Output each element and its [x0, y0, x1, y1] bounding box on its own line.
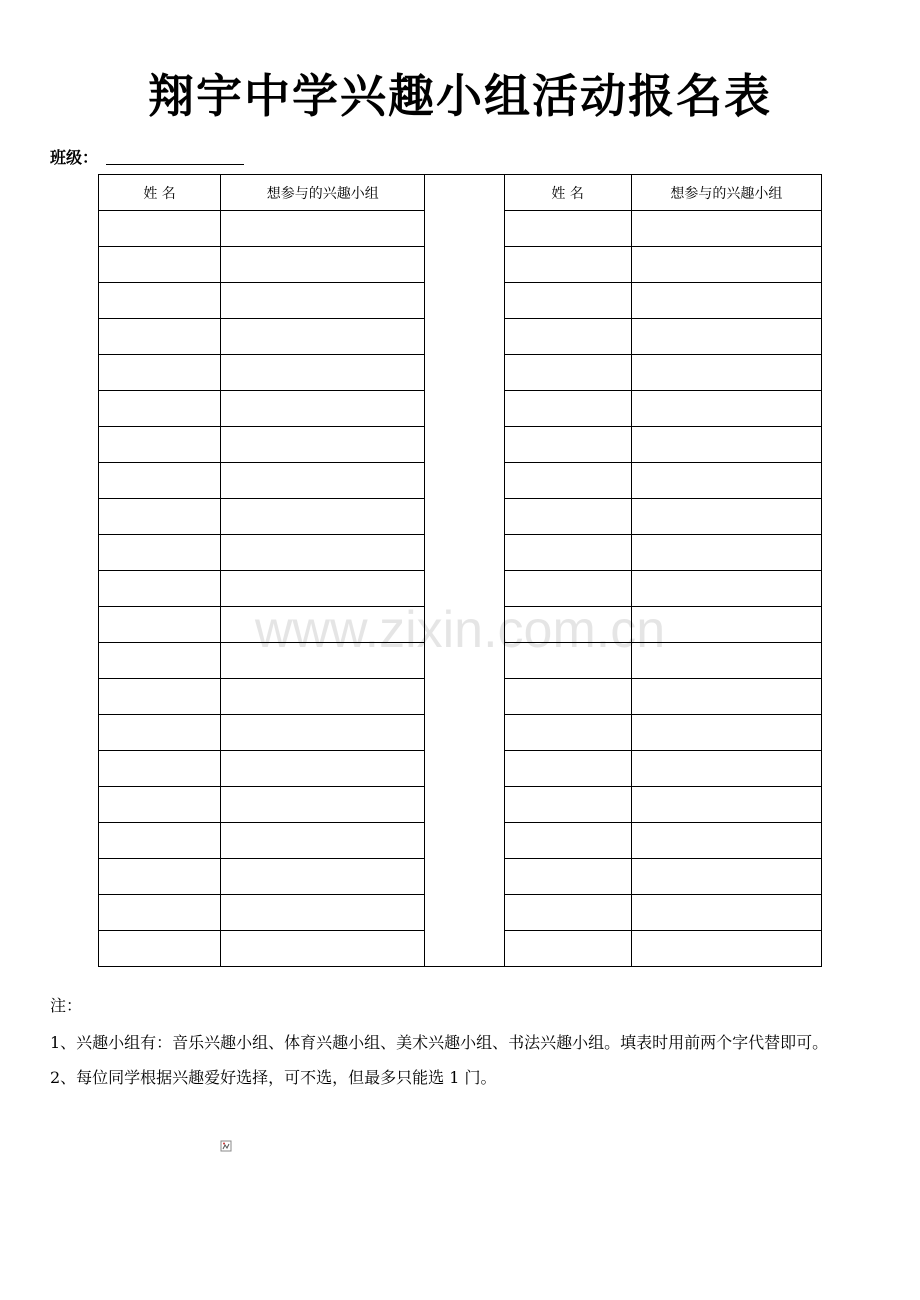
name-cell-left[interactable] [99, 571, 221, 607]
name-cell-left[interactable] [99, 283, 221, 319]
group-cell-left[interactable] [221, 931, 425, 967]
name-cell-left[interactable] [99, 895, 221, 931]
group-cell-right[interactable] [631, 895, 821, 931]
group-cell-right[interactable] [631, 931, 821, 967]
group-cell-left[interactable] [221, 283, 425, 319]
group-cell-right[interactable] [631, 427, 821, 463]
group-cell-right[interactable] [631, 679, 821, 715]
name-cell-right[interactable] [504, 643, 631, 679]
group-cell-left[interactable] [221, 787, 425, 823]
name-cell-left[interactable] [99, 391, 221, 427]
group-cell-left[interactable] [221, 427, 425, 463]
table-header-row [99, 175, 822, 211]
group-cell-left[interactable] [221, 211, 425, 247]
group-cell-right[interactable] [631, 319, 821, 355]
name-cell-left[interactable] [99, 715, 221, 751]
name-cell-left[interactable] [99, 607, 221, 643]
name-cell-right[interactable] [504, 823, 631, 859]
group-cell-right[interactable] [631, 391, 821, 427]
name-cell-right[interactable] [504, 535, 631, 571]
name-cell-right[interactable] [504, 859, 631, 895]
name-cell-left[interactable] [99, 931, 221, 967]
class-input-line[interactable] [106, 164, 244, 165]
class-label: 班级： [50, 148, 99, 167]
group-cell-left[interactable] [221, 319, 425, 355]
name-cell-right[interactable] [504, 931, 631, 967]
group-header-left: 想参与的兴趣小组 [221, 175, 425, 211]
group-cell-right[interactable] [631, 787, 821, 823]
group-cell-left[interactable] [221, 751, 425, 787]
group-cell-left[interactable] [221, 499, 425, 535]
name-cell-left[interactable] [99, 823, 221, 859]
name-cell-left[interactable] [99, 679, 221, 715]
group-cell-right[interactable] [631, 355, 821, 391]
name-cell-left[interactable] [99, 535, 221, 571]
name-cell-left[interactable] [99, 427, 221, 463]
group-cell-right[interactable] [631, 283, 821, 319]
group-cell-right[interactable] [631, 823, 821, 859]
name-cell-right[interactable] [504, 319, 631, 355]
name-cell-right[interactable] [504, 571, 631, 607]
name-cell-left[interactable] [99, 319, 221, 355]
group-cell-right[interactable] [631, 643, 821, 679]
name-cell-right[interactable] [504, 211, 631, 247]
group-cell-left[interactable] [221, 715, 425, 751]
group-header-right: 想参与的兴趣小组 [631, 175, 821, 211]
name-cell-left[interactable] [99, 499, 221, 535]
note-item-1: 1、兴趣小组有：音乐兴趣小组、体育兴趣小组、美术兴趣小组、书法兴趣小组。填表时用前两个字代替即可。 [50, 1033, 829, 1052]
group-cell-left[interactable] [221, 571, 425, 607]
group-cell-left[interactable] [221, 679, 425, 715]
group-cell-left[interactable] [221, 895, 425, 931]
name-cell-left[interactable] [99, 211, 221, 247]
name-cell-right[interactable] [504, 679, 631, 715]
notes-label: 注： [50, 996, 83, 1015]
name-cell-left[interactable] [99, 355, 221, 391]
group-cell-right[interactable] [631, 535, 821, 571]
page-title: 翔宇中学兴趣小组活动报名表 [148, 69, 772, 123]
group-cell-left[interactable] [221, 463, 425, 499]
name-cell-left[interactable] [99, 247, 221, 283]
registration-table [98, 174, 822, 967]
group-cell-left[interactable] [221, 859, 425, 895]
group-cell-left[interactable] [221, 391, 425, 427]
group-cell-right[interactable] [631, 607, 821, 643]
name-cell-left[interactable] [99, 787, 221, 823]
group-cell-right[interactable] [631, 247, 821, 283]
notes-section [50, 992, 875, 1099]
group-cell-right[interactable] [631, 571, 821, 607]
group-cell-left[interactable] [221, 535, 425, 571]
name-cell-left[interactable] [99, 643, 221, 679]
group-cell-right[interactable] [631, 859, 821, 895]
broken-image-icon [220, 1140, 232, 1152]
name-header-left: 姓 名 [99, 175, 221, 211]
name-cell-right[interactable] [504, 607, 631, 643]
name-cell-right[interactable] [504, 751, 631, 787]
name-cell-right[interactable] [504, 283, 631, 319]
group-cell-right[interactable] [631, 715, 821, 751]
group-cell-right[interactable] [631, 499, 821, 535]
name-cell-left[interactable] [99, 751, 221, 787]
name-cell-right[interactable] [504, 355, 631, 391]
name-cell-right[interactable] [504, 247, 631, 283]
name-cell-right[interactable] [504, 895, 631, 931]
note-item-2: 2、每位同学根据兴趣爱好选择，可不选，但最多只能选 1 门。 [50, 1068, 497, 1087]
name-cell-right[interactable] [504, 463, 631, 499]
name-cell-right[interactable] [504, 715, 631, 751]
name-header-right: 姓 名 [504, 175, 631, 211]
table-gap-column [425, 175, 504, 967]
name-cell-right[interactable] [504, 391, 631, 427]
name-cell-right[interactable] [504, 787, 631, 823]
name-cell-right[interactable] [504, 499, 631, 535]
watermark: www.zixin.com.cn [254, 601, 666, 659]
name-cell-left[interactable] [99, 859, 221, 895]
group-cell-right[interactable] [631, 463, 821, 499]
group-cell-left[interactable] [221, 643, 425, 679]
group-cell-left[interactable] [221, 247, 425, 283]
group-cell-right[interactable] [631, 751, 821, 787]
group-cell-left[interactable] [221, 607, 425, 643]
name-cell-left[interactable] [99, 463, 221, 499]
name-cell-right[interactable] [504, 427, 631, 463]
group-cell-left[interactable] [221, 823, 425, 859]
group-cell-right[interactable] [631, 211, 821, 247]
group-cell-left[interactable] [221, 355, 425, 391]
